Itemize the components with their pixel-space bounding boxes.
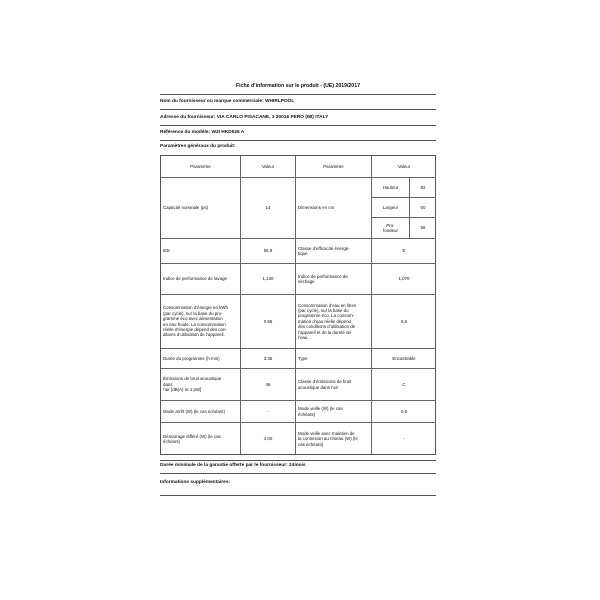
energy-consumption-value: 0.95: [241, 295, 296, 349]
header-param-1: Paramètre: [161, 156, 241, 178]
iee-label: IEE: [161, 239, 241, 264]
type-value: Encastrable: [372, 349, 436, 369]
networked-standby-label: Mode veille avec maintien de la connexion au réseau (W) (le cas échéant): [296, 423, 372, 455]
header-param-2: Paramètre: [296, 156, 372, 178]
general-parameters-heading: Paramètres généraux du produit:: [160, 144, 236, 149]
standby-mode-label: Mode veille (W) (le cas échéant): [296, 401, 372, 423]
depth-value: 56: [410, 218, 436, 239]
divider: [160, 109, 436, 110]
capacity-label: Capacité nominale (ps): [161, 178, 241, 239]
washing-index-label: Indice de performance de lavage: [161, 264, 241, 295]
noise-emission-label: Émissions de bruit acoustique dans l’air [dB(A) re 1 pW]: [161, 369, 241, 401]
divider: [160, 94, 436, 95]
model-field: Référence du modèle: W2I HKD526 A: [160, 130, 245, 135]
energy-consumption-label: Consommation d’énergie en kWh (par cycle), sur la base du pro- gramme éco avec alimentation en eau froide. La consommation réelle d’énergie dépend des con- ditions d’utilisation de l’appareil.: [161, 295, 241, 349]
water-consumption-value: 9,5: [372, 295, 436, 349]
noise-emission-value: 46: [241, 369, 296, 401]
header-value-2: Valeur: [372, 156, 436, 178]
dimensions-label: Dimensions en cm: [296, 178, 372, 239]
noise-class-value: C: [372, 369, 436, 401]
drying-index-label: Indice de performance de séchage: [296, 264, 372, 295]
depth-label: Pro- fondeur: [372, 218, 410, 239]
height-label: Hauteur: [372, 178, 410, 198]
networked-standby-value: -: [403, 436, 405, 442]
divider: [160, 473, 436, 474]
delay-start-label: Démarrage différé (W) (le cas échéant): [161, 423, 241, 455]
off-mode-value: -: [241, 401, 296, 423]
energy-class-label: Classe d’efficacité énergé- tique: [296, 239, 372, 264]
header-value-1: Valeur: [241, 156, 296, 178]
width-label: Largeur: [372, 198, 410, 218]
height-value: 82: [410, 178, 436, 198]
off-mode-label: Mode arrêt (W) (le cas échéant): [161, 401, 241, 423]
water-consumption-label: Consommation d’eau en litres (par cycle), sur la base du programme éco. La consom- mation d’eau réelle dépend des conditions d’utilisation de l’appareil et de la dureté de l’eau.: [296, 295, 372, 349]
address-field: Adresse du fournisseur: VIA CARLO PISACANE, 1 20016 PERO (MI) ITALY: [160, 115, 329, 120]
programme-duration-value: 3:35: [241, 349, 296, 369]
capacity-value: 14: [241, 178, 296, 239]
width-value: 60: [410, 198, 436, 218]
standby-mode-value: 0.5: [372, 401, 436, 423]
iee-value: 55,9: [241, 239, 296, 264]
warranty-field: Durée minimale de la garantie offerte par le fournisseur: 24mois: [160, 463, 306, 468]
noise-class-label: Classe d’émissions de bruit acoustique dans l’air: [296, 369, 372, 401]
delay-start-value: 4,00: [241, 423, 296, 455]
product-information-sheet: [160, 0, 436, 600]
programme-duration-label: Durée du programme (h:min): [161, 349, 241, 369]
divider: [160, 125, 436, 126]
type-label: Type: [296, 349, 372, 369]
supplier-field: Nom du fournisseur ou marque commerciale: WHIRLPOOL: [160, 99, 295, 104]
divider: [160, 495, 436, 496]
additional-info-field: Informations supplémentaires:: [160, 480, 231, 485]
divider: [160, 460, 436, 461]
drying-index-value: 1,070: [372, 264, 436, 295]
divider: [160, 140, 436, 141]
washing-index-value: 1,130: [241, 264, 296, 295]
energy-class-value: E: [372, 239, 436, 264]
document-title: Fiche d’information sur le produit - (UE) 2019/2017: [236, 83, 360, 89]
parameters-table: [160, 155, 436, 455]
